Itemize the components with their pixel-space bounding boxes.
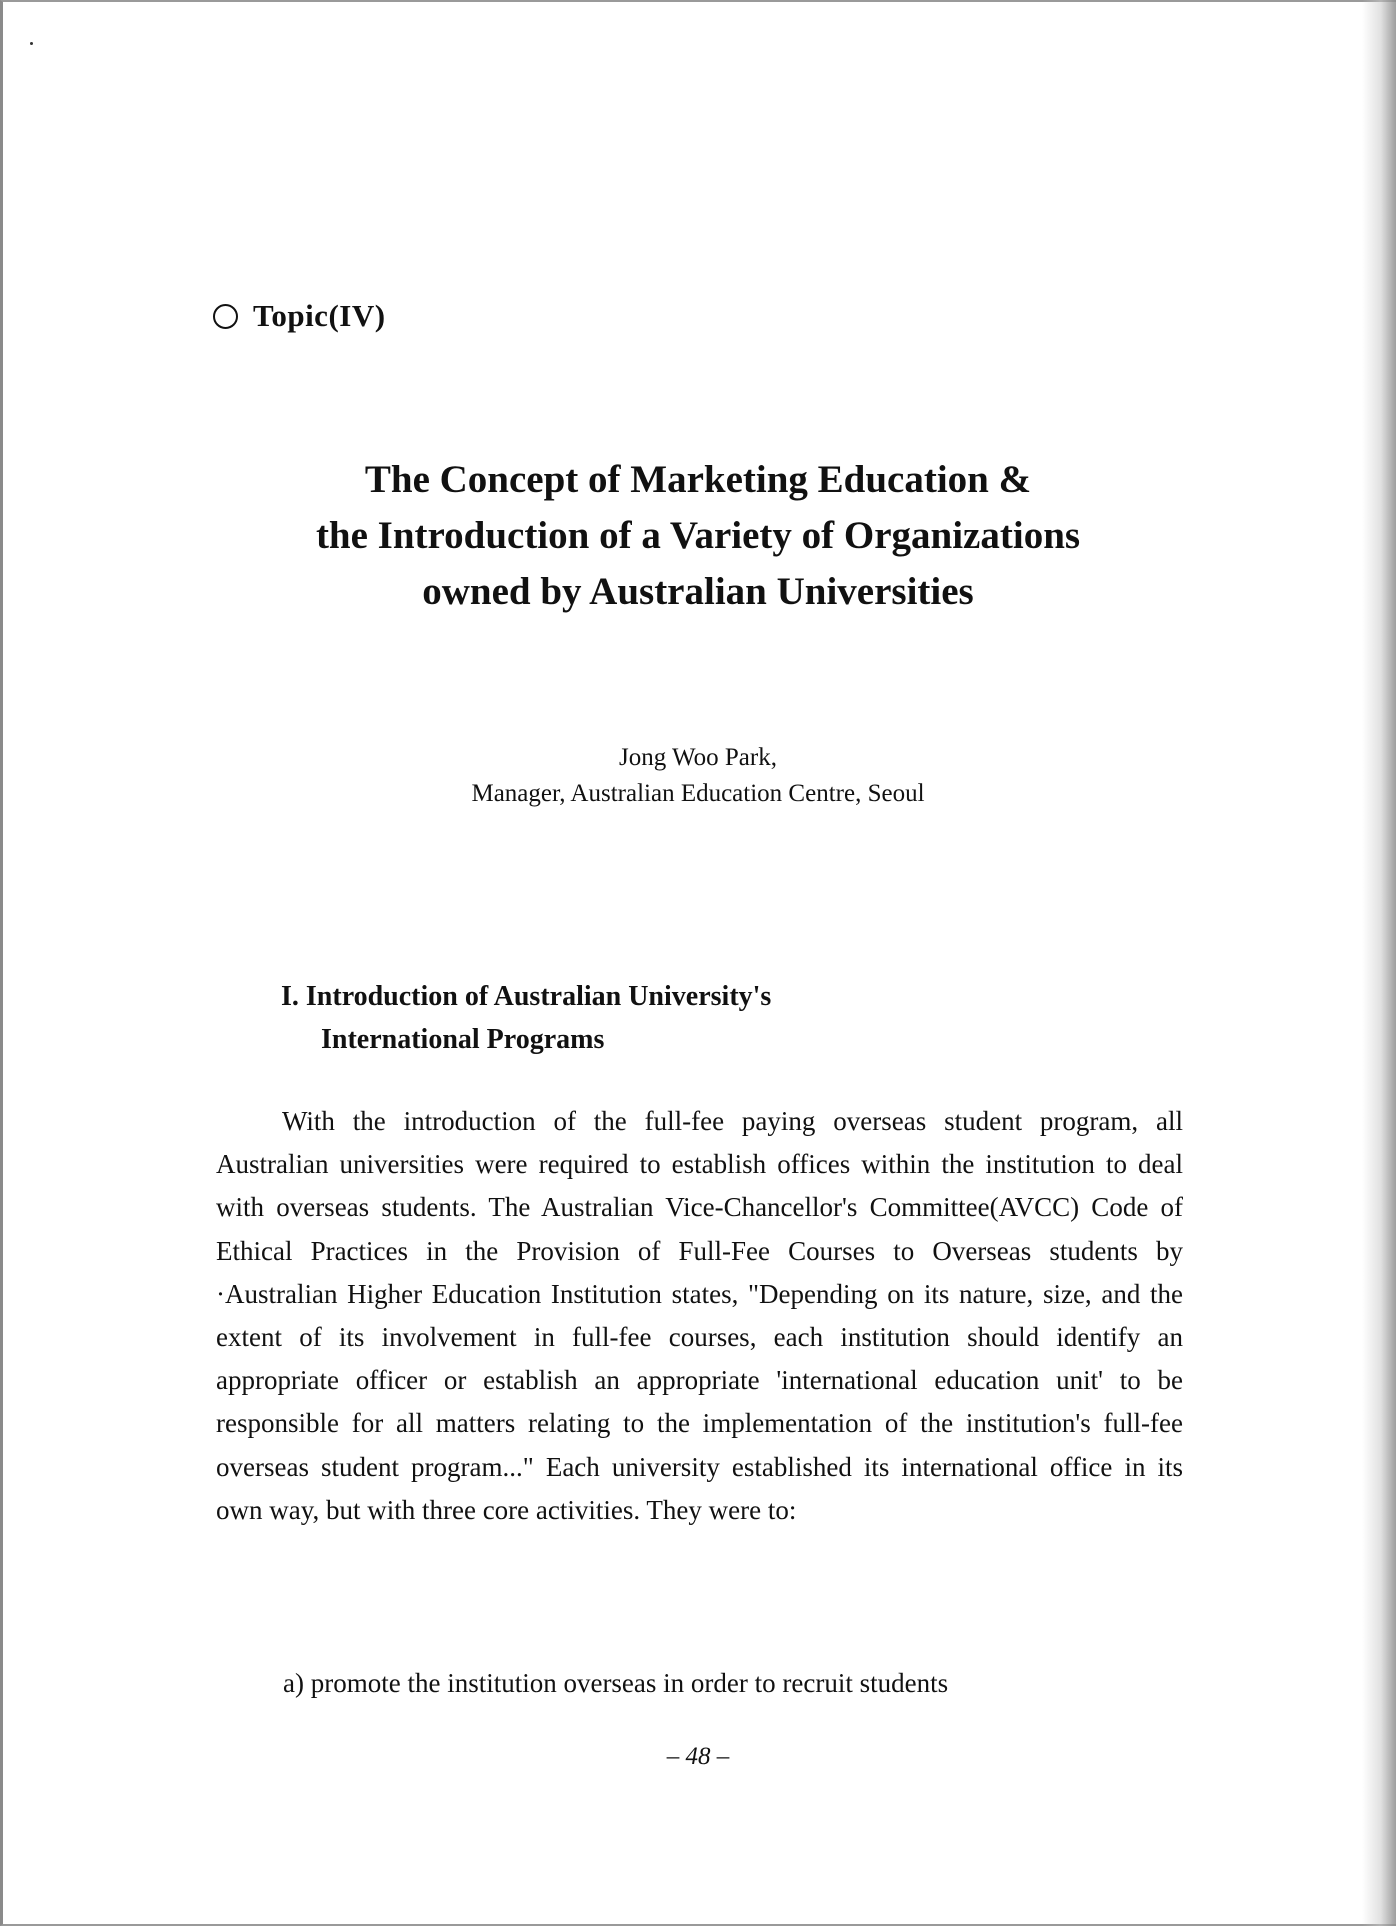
section-heading-line-1: I. Introduction of Australian University's	[281, 981, 772, 1012]
author-affiliation: Manager, Australian Education Centre, Seoul	[471, 780, 925, 807]
document-title	[0, 452, 1396, 620]
scan-speck	[30, 42, 33, 45]
title-line-1: The Concept of Marketing Education &	[364, 458, 1032, 501]
list-item-a: a) promote the institution overseas in order to recruit students	[283, 1668, 949, 1698]
author-block	[0, 740, 1396, 812]
section-heading-line-2: International Programs	[321, 1024, 605, 1055]
topic-text: Topic(IV)	[253, 298, 386, 333]
title-line-2: the Introduction of a Variety of Organizations	[315, 514, 1081, 557]
topic-label	[213, 298, 386, 334]
page-edge-shadow	[1362, 0, 1396, 1926]
circle-bullet-icon	[213, 304, 238, 329]
author-name: Jong Woo Park,	[619, 744, 777, 771]
page-number: – 48 –	[666, 1743, 730, 1770]
section-heading	[281, 975, 771, 1061]
title-line-3: owned by Australian Universities	[422, 570, 974, 613]
body-paragraph: With the introduction of the full-fee paying overseas student program, all Australian universities were required to establish offices within the institution to deal with overseas students. The Australian Vice-Chancellor's Committee(AVCC) Code of Ethical Practices in the Provision of Full-Fee Courses to Overseas students by ·Australian Higher Education Institution states, "Depending on its nature, size, and the extent of its involvement in full-fee courses, each institution should identify an appropriate officer or establish an appropriate 'international education unit' to be responsible for all matters relating to the implementation of the institution's full-fee overseas student program..." Each university established its international office in its own way, but with three core activities. They were to:	[216, 1106, 1183, 1525]
